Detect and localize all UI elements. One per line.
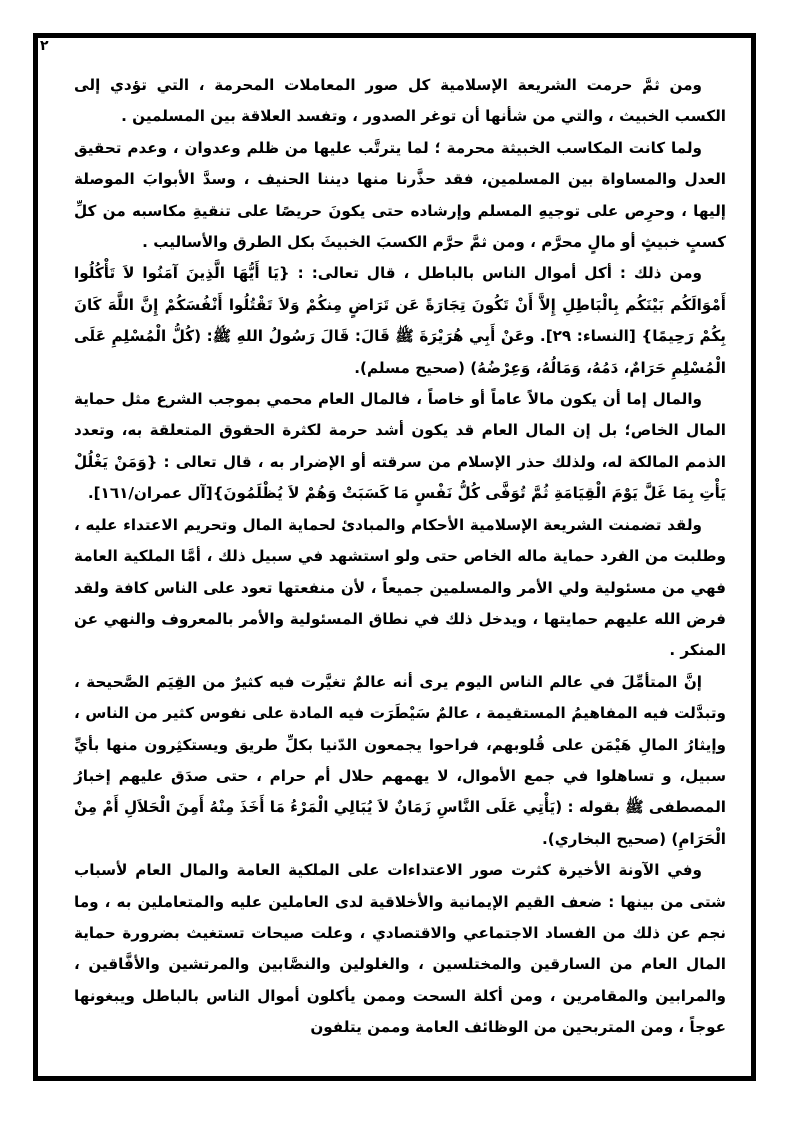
paragraph-7: وفي الآونة الأخيرة كثرت صور الاعتداءات على الملكية العامة والمال العام لأسباب شتى من بينها : ضعف القيم الإيمانية والأخلاقية لدى العاملين عليه والمتعاملين به ، وما نجم عن ذلك من الفساد الاجتماعي والاقتصادي ، وعلت صيحات تستغيث بضرورة حماية المال العام من السارقين والمختلسين ، والغلولين والنصَّابين والمرتشين والأفَّاقين ، والمرابين والمقامرين ، ومن أكلة السحت وممن يأكلون أموال الناس بالباطل ويبغونها عوجاً ، ومن المتربحين من الوظائف العامة وممن يتلفون xyxy=(74,861,726,1037)
paragraph-3: ومن ذلك : أكل أموال الناس بالباطل ، قال تعالى: : {يَا أَيُّهَا الَّذِينَ آمَنُوا لاَ تَأْكُلُوا أَمْوَالَكُم بَيْنَكُم بِالْبَاطِلِ إِلاَّ أَنْ تَكُونَ تِجَارَةً عَن تَرَاضٍ مِنكُمْ وَلاَ تَقْتُلُوا أَنْفُسَكُمْ إِنَّ اللَّهَ كَانَ بِكُمْ رَحِيمًا} [النساء: ٢٩]. وعَنْ أَبِي هُرَيْرَةَ ﷺ قَالَ: قَالَ رَسُولُ اللهِ ﷺ: (كُلُّ الْمُسْلِمِ عَلَى الْمُسْلِمِ حَرَامٌ، دَمُهُ، وَمَالُهُ، وَعِرْضُهُ) (صحيح مسلم). xyxy=(74,264,727,377)
paragraph-5: ولقد تضمنت الشريعة الإسلامية الأحكام والمبادئ لحماية المال وتحريم الاعتداء عليه ، وطلبت من الفرد حماية ماله الخاص حتى ولو استشهد في سبيل ذلك ، أمَّا الملكية العامة فهي من مسئولية ولي الأمر والمسلمين جميعاً ، لأن منفعتها تعود على الناس كافة ولقد فرض الله عليهم حمايتها ، ويدخل ذلك في نطاق المسئولية والأمر بالمعروف والنهي عن المنكر . xyxy=(74,515,726,660)
paragraph-1: ومن ثمَّ حرمت الشريعة الإسلامية كل صور المعاملات المحرمة ، التي تؤدي إلى الكسب الخبيث ، والتي من شأنها أن توغر الصدور ، وتفسد العلاقة بين المسلمين . xyxy=(74,76,726,126)
paragraph-6: إنَّ المتأمِّلَ في عالم الناس اليوم يرى أنه عالمٌ تغيَّرت فيه كثيرٌ من القِيَم الصَّحيحة ، وتبدَّلت فيه المفاهيمُ المستقيمة ، عالمٌ سَيْطَرَت فيه المادة على نفوس كثير من الناس ، وإيثارُ المالِ هَيْمَن على قُلوبهم، فراحوا يجمعون الدّنيا بكلِّ طريق ويستكثِرون منها بأيِّ سبيل، و تساهلوا في جمع الأموال، لا يهمهم حلال أم حرام ، حتى صدَق عليهم إخبارُ المصطفى ﷺ بقوله : (يَأْتِي عَلَى النَّاسِ زَمَانٌ لاَ يُبَالِي الْمَرْءُ مَا أَخَذَ مِنْهُ أَمِنَ الْحَلاَلِ أَمْ مِنْ الْحَرَامِ) (صحيح البخاري). xyxy=(74,672,726,848)
page-number: ٢ xyxy=(40,38,49,54)
paragraph-2: ولما كانت المكاسب الخبيثة محرمة ؛ لما يترتَّب عليها من ظلم وعدوان ، وعدم تحقيق العدل والمساواة بين المسلمين، فقد حذَّرنا منها ديننا الحنيف ، وسدَّ الأبوابَ الموصلة إليها ، وحرِص على توجيهِ المسلم وإرشاده حتى يكونَ حريصًا على تنقيةِ مكاسبه من كلِّ كسبٍ خبيثٍ أو مالٍ محرَّم ، ومن ثمَّ حرَّم الكسبَ الخبيثَ بكل الطرق والأساليب . xyxy=(74,138,726,252)
paragraph-4: والمال إما أن يكون مالاً عاماً أو خاصاً ، فالمال العام محمي بموجب الشرع مثل حماية المال الخاص؛ بل إن المال العام قد يكون أشد حرمة لكثرة الحقوق المتعلقة به، وتعدد الذمم المالكة له، ولذلك حذر الإسلام من سرقته أو الإضرار به ، قال تعالى : {وَمَنْ يَغْلُلْ يَأْتِ بِمَا غَلَّ يَوْمَ الْقِيَامَةِ ثُمَّ تُوَفَّى كُلُّ نَفْسٍ مَا كَسَبَتْ وَهُمْ لاَ يُظْلَمُونَ}[آل عمران/١٦١]. xyxy=(74,390,726,503)
document-body xyxy=(74,70,726,1044)
